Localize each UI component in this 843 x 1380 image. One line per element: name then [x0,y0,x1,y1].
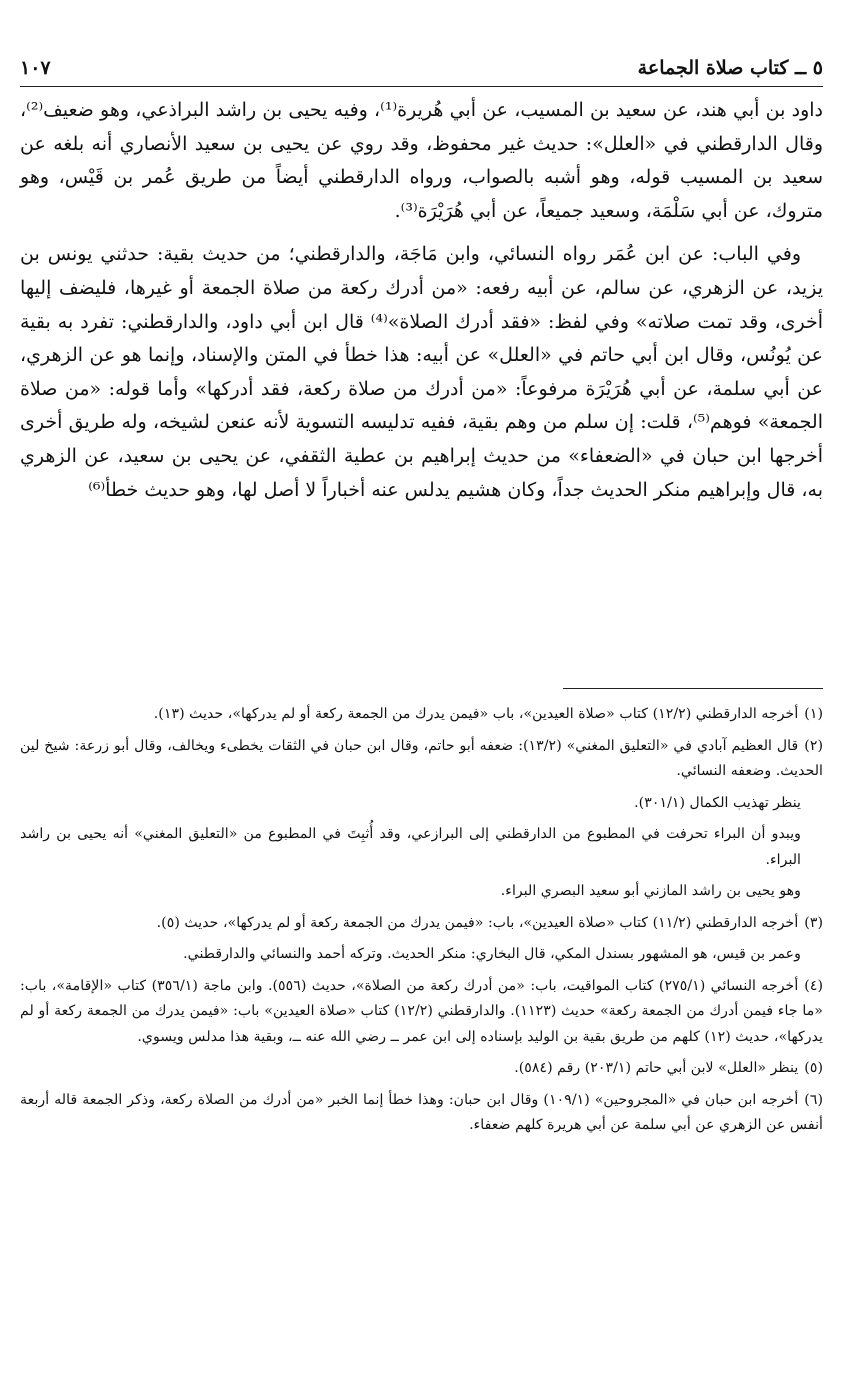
footnote-continuation: وهو يحيى بن راشد المازني أبو سعيد البصري البراء. [500,883,801,899]
footnote [20,911,823,937]
footnote-number: (١) [804,706,823,722]
paragraph: وفي الباب: عن ابن عُمَر رواه النسائي، وابن مَاجَة، والدارقطني؛ من حديث بقية: حدثني يونس بن يزيد، عن الزهري، عن سالم، عن أبيه رفعه: «من أدرك ركعة من صلاة الجمعة أو غيرها، فليضف إليها أخرى، وقد تمت صلاته» وفي لفظ: «فقد أدرك الصلاة»⁽⁴⁾ قال ابن أبي داود، والدارقطني: تفرد به بقية عن يُونُس، وقال ابن أبي حاتم في «العلل» عن أبيه: هذا خطأ في المتن والإسناد، وإنما هو عن الزهري، عن أبي سلمة، عن أبي هُرَيْرَة مرفوعاً: «من أدرك من صلاة ركعة، فقد أدركها» وأما قوله: «من صلاة الجمعة» فوهم⁽⁵⁾، قلت: إن سلم من وهم بقية، ففيه تدليسه التسوية لأنه عنعن لشيخه، وله طريق أخرى أخرجها ابن حبان في «الضعفاء» من حديث إبراهيم بن عطية الثقفي، عن يحيى بن سعيد، عن الزهري به، قال وإبراهيم منكر الحديث جداً، وكان هشيم يدلس عنه أخباراً لا أصل لها، وهو حديث خطأ⁽⁶⁾ [20,243,823,501]
page-header [20,50,823,87]
footnote [20,1056,823,1082]
footnote-text: أخرجه الدارقطني (١١/٢) كتاب «صلاة العيدين»، باب: «فيمن يدرك من الجمعة ركعة أو لم يدركها»، حديث (٥). [156,914,799,931]
footnote-number: (٢) [804,737,823,754]
page-number: ١٠٧ [20,57,51,79]
footnote-continuation: ويبدو أن البراء تحرفت في المطبوع من الدارقطني إلى البرازعي، وقد أُثبِتَ في المطبوع من «التعليق المغني» أنه يحيى بن راشد البراء. [20,826,801,868]
footnote-text: أخرجه النسائي (٢٧٥/١) كتاب المواقيت، باب: «من أدرك ركعة من الصلاة»، حديث (٥٥٦). وابن ماجة (٣٥٦/١) كتاب «الإقامة»، باب: «ما جاء فيمن أدرك من الجمعة ركعة» حديث (١١٢٣). والدارقطني (١٢/٢) كتاب «صلاة العيدين» باب: «فيمن يدرك من الجمعة ركعة أو لم يدركها»، حديث (١٢) كلهم من طريق بقية بن الوليد بإسناده إلى ابن عمر ــ رضي الله عنه ــ، وبقية هذا مدلس ويسوي. [20,977,823,1045]
footnote-text: ينظر «العلل» لابن أبي حاتم (٢٠٣/١) رقم (٥٨٤). [514,1060,799,1076]
footnote [20,702,823,728]
footnote-text: أخرجه ابن حبان في «المجروحين» (١٠٩/١) وقال ابن حبان: وهذا خطأ إنما الخبر «من أدرك من الصلاة ركعة، وذكر الجمعة قاله أربعة أنفس عن الزهري عن أبي سلمة عن أبي هريرة كلهم ضعفاء. [20,1091,823,1133]
footnote-text: أخرجه الدارقطني (١٢/٢) كتاب «صلاة العيدين»، باب «فيمن يدرك من الجمعة ركعة أو لم يدركها»، حديث (١٣). [153,706,799,722]
footnote-number: (٤) [804,977,823,994]
footnote [20,734,823,785]
footnote [20,974,823,1051]
running-title: ٥ ــ كتاب صلاة الجماعة [637,57,823,79]
footnote-separator [563,688,823,689]
footnote [20,1088,823,1139]
footnote-number: (٦) [804,1091,824,1108]
footnotes [20,702,823,1145]
main-text [20,94,823,507]
footnote-continuation: ينظر تهذيب الكمال (٣٠١/١). [634,794,801,811]
paragraph: داود بن أبي هند، عن سعيد بن المسيب، عن أبي هُريرة⁽¹⁾، وفيه يحيى بن راشد البراذعي، وهو ضعيف⁽²⁾، وقال الدارقطني في «العلل»: حديث غير محفوظ، وقد روي عن يحيى بن سعيد الأنصاري أنه بلغه عن سعيد بن المسيب قوله، وهو أشبه بالصواب، ورواه الدارقطني أيضاً من طريق عُمر بن قَيْس، وهو متروك، عن أبي سَلْمَة، وسعيد جميعاً، عن أبي هُرَيْرَة⁽³⁾. [20,99,823,222]
footnote-number: (٣) [804,914,823,931]
footnote-number: (٥) [804,1060,823,1076]
footnote-text: قال العظيم آبادي في «التعليق المغني» (١٣/٢): ضعفه أبو حاتم، وقال ابن حبان في الثقات يخطىء ويخالف، وقال أبو زرعة: شيخ لين الحديث. وضعفه النسائي. [20,737,823,779]
footnote-continuation: وعمر بن قيس، هو المشهور بسندل المكي، قال البخاري: منكر الحديث. وتركه أحمد والنسائي والدارقطني. [183,946,801,962]
